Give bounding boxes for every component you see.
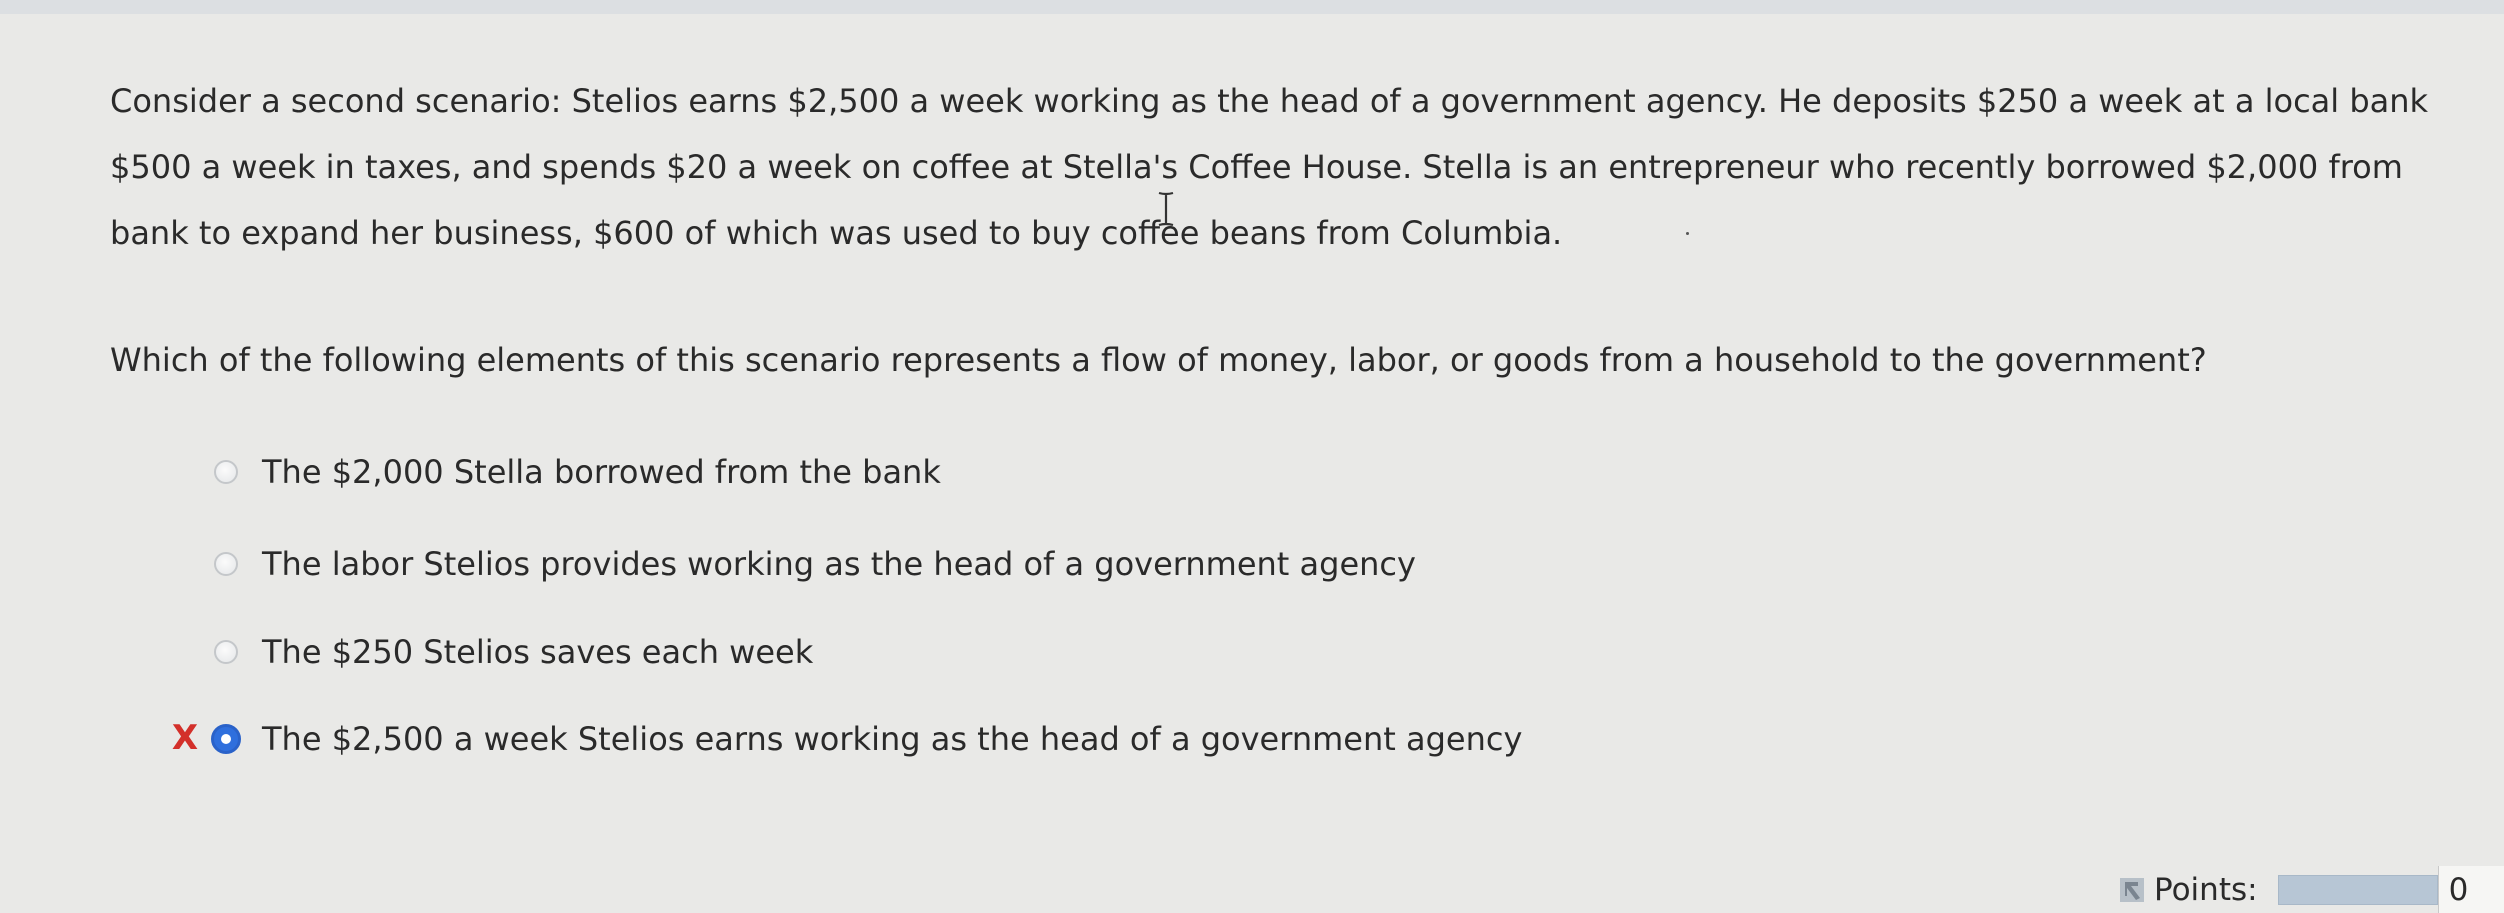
option-stelios-labor[interactable] <box>214 539 1416 589</box>
option-stelios-saves[interactable] <box>214 627 813 677</box>
option-label: The $2,500 a week Stelios earns working as the head of a government agency <box>262 720 1523 758</box>
radio-button[interactable] <box>214 640 238 664</box>
incorrect-x-icon: X <box>171 718 199 758</box>
radio-button[interactable] <box>214 460 238 484</box>
top-strip <box>0 0 2504 14</box>
option-label: The labor Stelios provides working as the head of a government agency <box>262 545 1416 583</box>
option-label: The $2,000 Stella borrowed from the bank <box>262 453 941 491</box>
option-stella-borrowed[interactable] <box>214 447 941 497</box>
points-panel <box>2118 866 2504 913</box>
points-label: Points: <box>2154 871 2258 908</box>
stray-dot <box>1686 232 1689 235</box>
radio-button[interactable] <box>214 552 238 576</box>
question-text: Which of the following elements of this scenario represents a flow of money, labor, or goods from a household to the government? <box>110 341 2207 379</box>
scenario-line: $500 a week in taxes, and spends $20 a week on coffee at Stella's Coffee House. Stella is an entrepreneur who recently borrowed $2,000 from <box>110 148 2403 186</box>
scenario-line: bank to expand her business, $600 of which was used to buy coffee beans from Columbia. <box>110 214 1563 252</box>
scenario-line: Consider a second scenario: Stelios earns $2,500 a week working as the head of a government agency. He deposits $250 a week at a local bank <box>110 82 2429 120</box>
text-cursor-icon <box>1156 191 1176 227</box>
points-bar <box>2278 875 2438 905</box>
points-arrow-icon <box>2118 876 2146 904</box>
option-label: The $250 Stelios saves each week <box>262 633 814 671</box>
points-value: 0 <box>2438 866 2504 913</box>
scenario-paragraph <box>110 68 2504 266</box>
option-stelios-earns[interactable] <box>214 714 1522 764</box>
radio-button-selected[interactable] <box>211 724 241 754</box>
